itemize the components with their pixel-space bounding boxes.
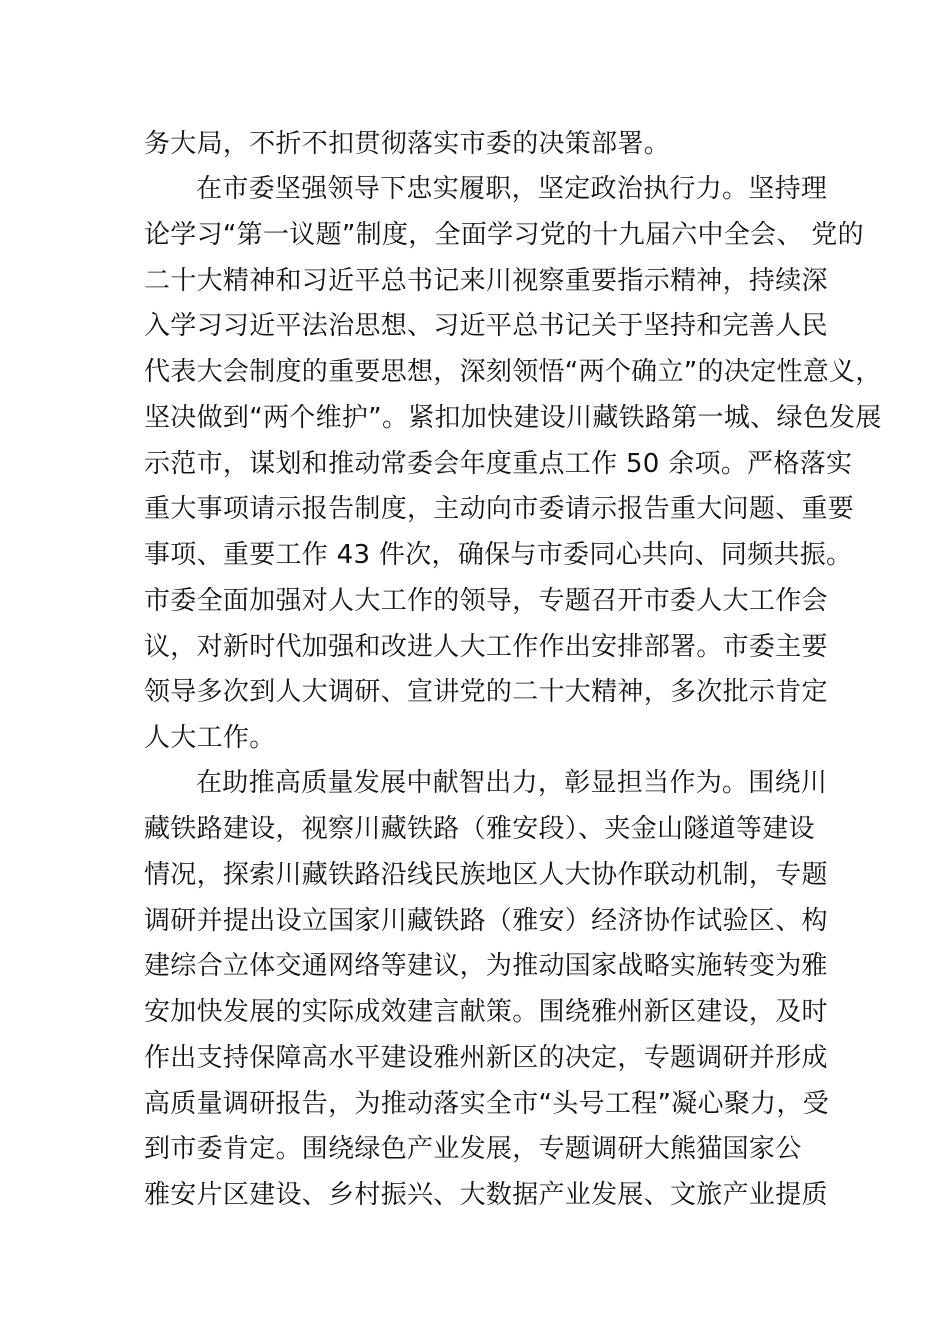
text-line: 事项、重要工作 43 件次，确保与市委同心共向、同频共振。 [144, 540, 853, 570]
text-line: 务大局，不折不扣贯彻落实市委的决策部署。 [144, 129, 671, 159]
text-line: 领导多次到人大调研、宣讲党的二十大精神，多次批示肯定 [144, 677, 828, 707]
paragraph-start-line: 在助推高质量发展中献智出力，彰显担当作为。围绕川 [196, 768, 828, 798]
text-line: 代表大会制度的重要思想，深刻领悟“两个确立”的决定性意义， [144, 357, 882, 387]
text-line: 议，对新时代加强和改进人大工作作出安排部署。市委主要 [144, 632, 828, 662]
text-line: 情况，探索川藏铁路沿线民族地区人大协作联动机制，专题 [144, 860, 828, 890]
text-line: 坚决做到“两个维护”。紧扣加快建设川藏铁路第一城、绿色发展 [144, 403, 882, 433]
paragraph-start-line: 在市委坚强领导下忠实履职，坚定政治执行力。坚持理 [196, 174, 828, 204]
text-line: 高质量调研报告，为推动落实全市“头号工程”凝心聚力，受 [144, 1089, 830, 1119]
text-line: 调研并提出设立国家川藏铁路（雅安）经济协作试验区、构 [144, 906, 828, 936]
text-line: 论学习“第一议题”制度，全面学习党的十九届六中全会、 党的 [144, 220, 864, 250]
text-line: 入学习习近平法治思想、习近平总书记关于坚持和完善人民 [144, 311, 828, 341]
text-line: 作出支持保障高水平建设雅州新区的决定，专题调研并形成 [144, 1043, 828, 1073]
text-line: 人大工作。 [144, 723, 276, 753]
text-line: 示范市，谋划和推动常委会年度重点工作 50 余项。严格落实 [144, 449, 853, 479]
text-line: 到市委肯定。围绕绿色产业发展，专题调研大熊猫国家公 [144, 1134, 802, 1164]
text-line: 市委全面加强对人大工作的领导，专题召开市委人大工作会 [144, 586, 828, 616]
text-line: 安加快发展的实际成效建言献策。围绕雅州新区建设，及时 [144, 997, 828, 1027]
text-line: 建综合立体交通网络等建议，为推动国家战略实施转变为雅 [144, 951, 828, 981]
text-line: 藏铁路建设，视察川藏铁路（雅安段）、夹金山隧道等建设 [144, 814, 815, 844]
text-line: 重大事项请示报告制度，主动向市委请示报告重大问题、重要 [144, 494, 855, 524]
text-line: 二十大精神和习近平总书记来川视察重要指示精神，持续深 [144, 266, 828, 296]
text-line: 雅安片区建设、乡村振兴、大数据产业发展、文旅产业提质 [144, 1180, 828, 1210]
